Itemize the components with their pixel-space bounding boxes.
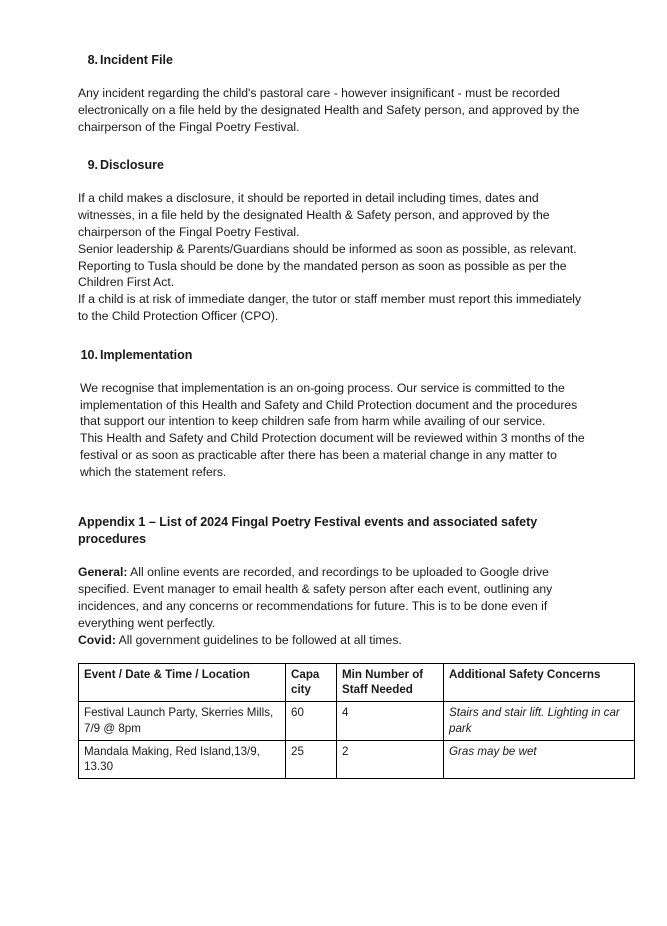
appendix-note-general [78, 564, 591, 631]
table-row [79, 740, 635, 778]
cell-staff: 2 [337, 740, 444, 778]
section-disclosure [78, 157, 591, 325]
note-lead: Covid: [78, 632, 116, 647]
appendix-title: Appendix 1 – List of 2024 Fingal Poetry Festival events and associated safety procedures [78, 514, 538, 546]
table-header-row [79, 664, 635, 702]
spacer [78, 135, 591, 157]
column-header-staff: Min Number of Staff Needed [337, 664, 444, 702]
cell-capacity: 60 [286, 702, 337, 740]
section-heading-implementation [80, 347, 591, 364]
spacer [78, 325, 591, 347]
section-implementation [78, 347, 591, 481]
section-title: Implementation [100, 347, 193, 362]
cell-capacity: 25 [286, 740, 337, 778]
note-text: All online events are recorded, and recordings to be uploaded to Google drive specified. Event manager to email health & safety person after each event, outlining any incidences, and any concerns or recommendations for future. This is to be done even if everything went perfectly. [78, 565, 553, 630]
spacer [78, 69, 591, 85]
table-row [79, 702, 635, 740]
paragraph: If a child makes a disclosure, it should be reported in detail including times, dates and witnesses, in a file held by the designated Health & Safety person, and approved by the chairperson of the Fingal Poetry Festival. [78, 191, 550, 239]
spacer [78, 648, 591, 659]
cell-staff: 4 [337, 702, 444, 740]
section-incident-file [78, 52, 591, 135]
section-title: Incident File [100, 53, 173, 67]
cell-event: Mandala Making, Red Island,13/9, 13.30 [79, 740, 286, 778]
paragraph: Any incident regarding the child's pastoral care - however insignificant - must be recorded electronically on a file held by the designated Health and Safety person, and approved by the chairperson of the Fingal Poetry Festival. [78, 85, 580, 134]
section-heading-incident-file [87, 52, 591, 69]
table-body [79, 702, 635, 778]
appendix-section [78, 514, 620, 779]
cell-concerns: Stairs and stair lift. Lighting in car park [444, 702, 635, 740]
column-header-capacity: Capa city [286, 664, 337, 702]
spacer [78, 503, 591, 514]
spacer [78, 174, 591, 190]
section-heading-disclosure [87, 157, 591, 174]
column-header-event: Event / Date & Time / Location [79, 664, 286, 702]
note-text: All government guidelines to be followed at all times. [115, 632, 402, 647]
section-title: Disclosure [100, 158, 164, 173]
section-number: 10. [80, 347, 98, 362]
section-number: 9. [87, 158, 98, 173]
paragraph: We recognise that implementation is an on-going process. Our service is committed to the implementation of this Health and Safety and Child Protection document and the procedures that support our intention to keep children safe from harm while availing of our service. [80, 380, 578, 429]
section-number: 8. [87, 53, 98, 67]
spacer [78, 548, 591, 564]
column-header-concerns: Additional Safety Concerns [444, 664, 635, 702]
paragraph: This Health and Safety and Child Protection document will be reviewed within 3 months of the festival or as soon as practicable after there has been a material change in any matter to which the statement refers. [80, 431, 585, 479]
spacer [78, 364, 591, 380]
paragraph: Senior leadership & Parents/Guardians should be informed as soon as possible, as relevant. Reporting to Tusla should be done by the mandated person as soon as possible as per the Children First Act. [78, 241, 577, 290]
cell-event: Festival Launch Party, Skerries Mills, 7/9 @ 8pm [79, 702, 286, 740]
spacer [78, 481, 591, 503]
paragraph: If a child is at risk of immediate danger, the tutor or staff member must report this immediately to the Child Protection Officer (CPO). [78, 292, 582, 324]
cell-concerns: Gras may be wet [444, 740, 635, 778]
events-table [78, 663, 635, 778]
note-lead: General: [78, 565, 128, 580]
table-header [79, 664, 635, 702]
appendix-note-covid [78, 632, 591, 649]
